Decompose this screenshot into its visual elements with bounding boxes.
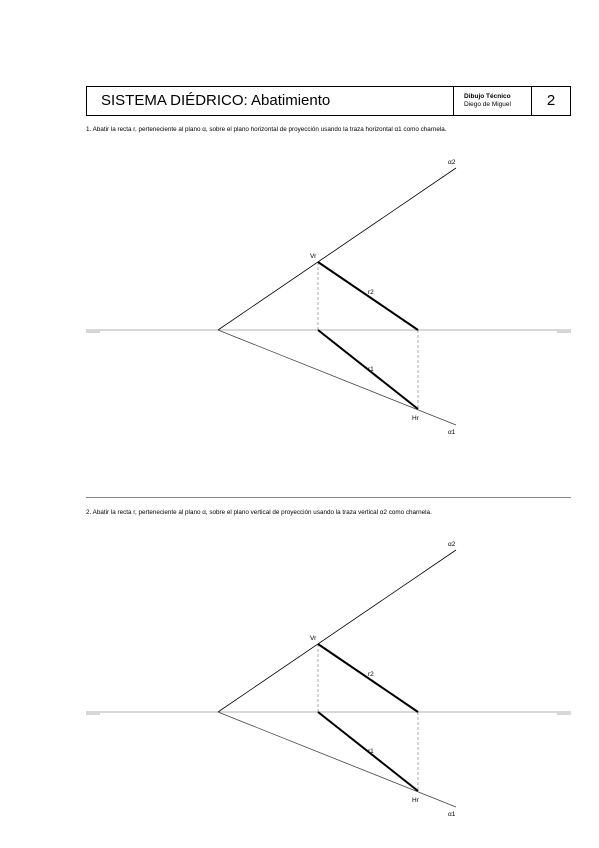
figure-2	[86, 541, 571, 818]
figure-1	[86, 159, 571, 436]
page-number: 2	[531, 87, 570, 115]
r2-line	[318, 262, 418, 330]
author-name: Diego de Miguel	[464, 101, 511, 108]
r2-line	[318, 644, 418, 712]
alpha2-trace	[218, 550, 456, 712]
vr-label: Vr	[310, 253, 317, 260]
vr-label: Vr	[310, 635, 317, 642]
exercise-1-statement: 1. Abatir la recta r, perteneciente al plano α, sobre el plano horizontal de proyección usando la traza horizontal α1 como charnela.	[86, 126, 447, 133]
hr-label: Hr	[412, 797, 419, 804]
alpha2-label: α2	[448, 159, 456, 166]
alpha1-label: α1	[448, 429, 456, 436]
page-title: SISTEMA DIÉDRICO: Abatimiento	[101, 92, 331, 109]
alpha2-trace	[218, 168, 456, 330]
alpha1-label: α1	[448, 811, 456, 818]
r1-label: r1	[368, 366, 374, 373]
subject-label: Dibujo Técnico	[464, 93, 511, 100]
exercise-2-statement: 2. Abatir la recta r, perteneciente al plano α, sobre el plano vertical de proyección usando la traza vertical α2 como charnela.	[86, 509, 432, 516]
r2-label: r2	[368, 671, 374, 678]
r1-label: r1	[368, 748, 374, 755]
hr-label: Hr	[412, 415, 419, 422]
r2-label: r2	[368, 289, 374, 296]
alpha2-label: α2	[448, 541, 456, 548]
